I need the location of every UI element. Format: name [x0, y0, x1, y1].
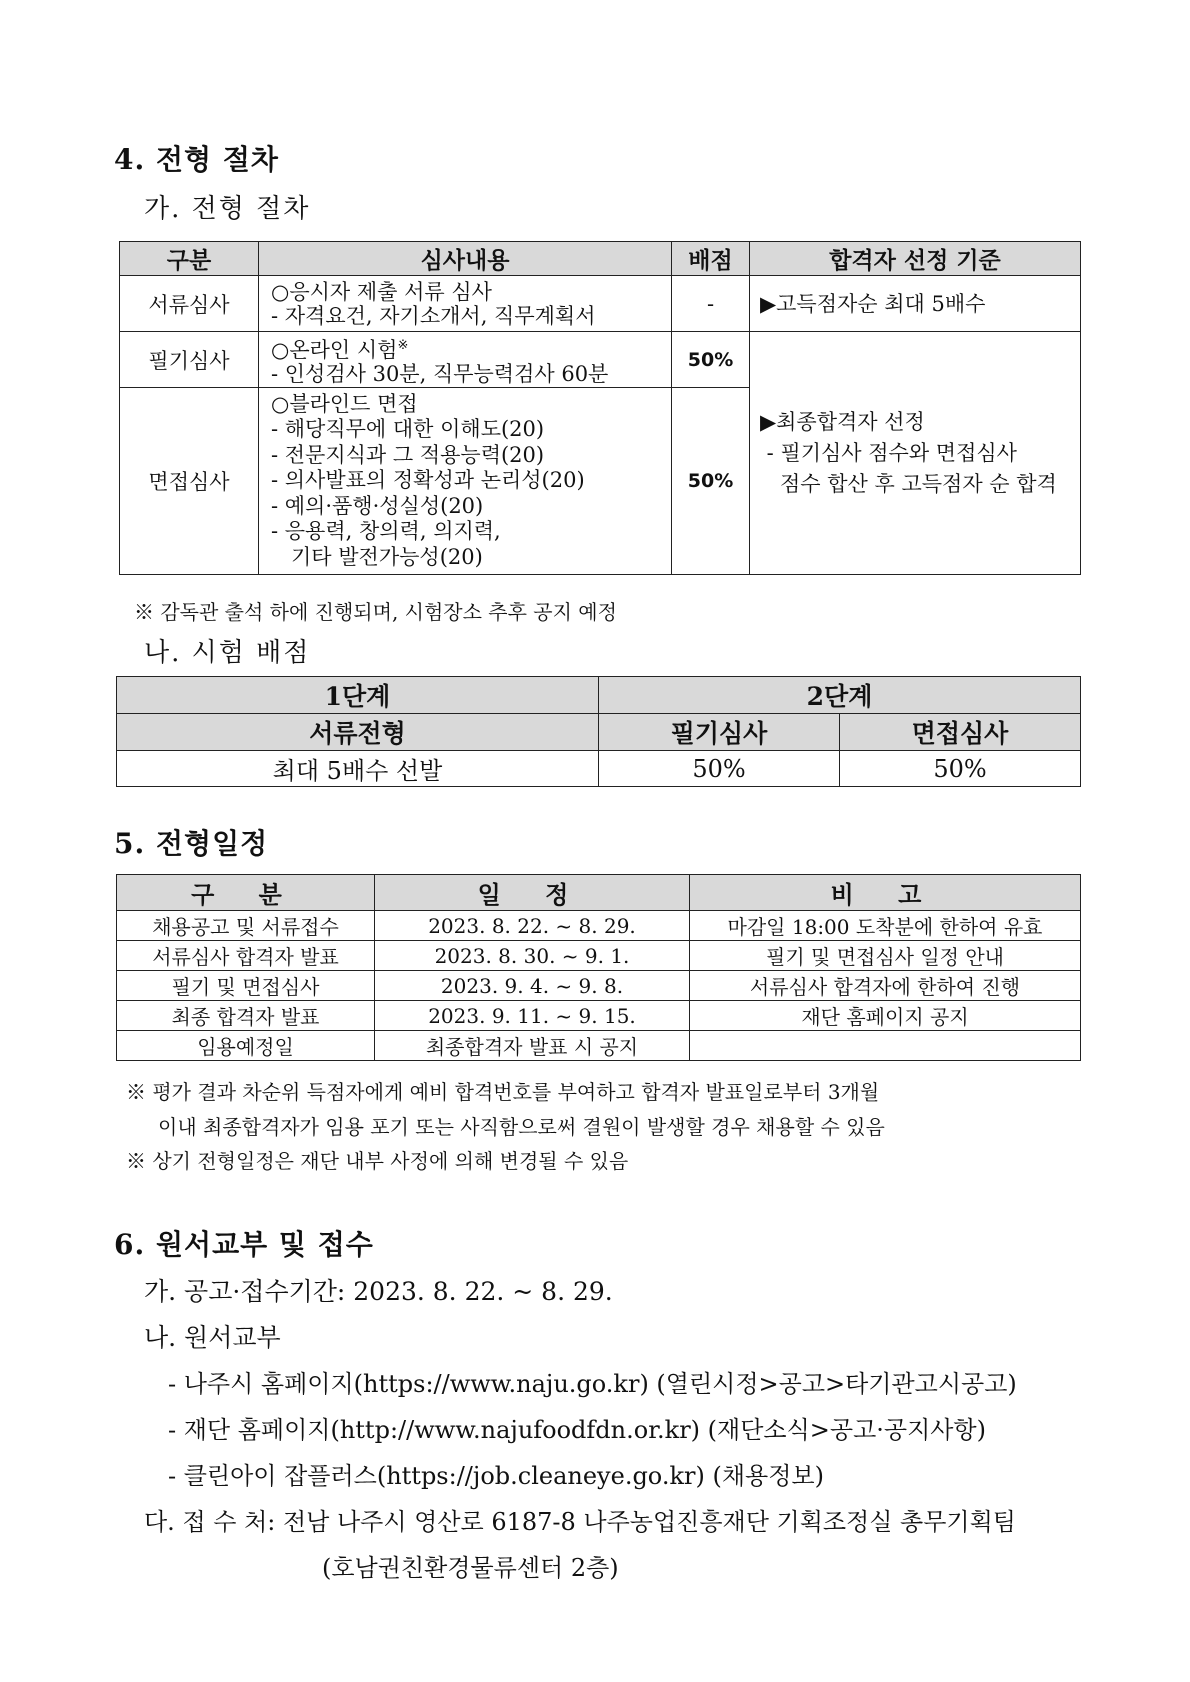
section6-item-a: 가. 공고·접수기간: 2023. 8. 22. ~ 8. 29.: [144, 1277, 613, 1306]
header-remarks: 비 고: [690, 875, 1081, 911]
section6-item-c: 다. 접 수 처: 전남 나주시 영산로 6187-8 나주농업진흥재단 기획조정실 총무기획팀: [144, 1508, 1016, 1536]
header-score: 배점: [672, 242, 750, 276]
doc-header: 서류전형: [117, 714, 599, 751]
stage-cell: 서류심사: [120, 276, 259, 332]
table-header-row: [117, 714, 1081, 751]
table-row: [120, 332, 1081, 388]
stage-cell: 필기심사: [120, 332, 259, 388]
content-cell: ○응시자 제출 서류 심사 - 자격요건, 자기소개서, 직무계획서: [259, 276, 672, 332]
header-criteria: 합격자 선정 기준: [750, 242, 1081, 276]
section5-note1: ※ 평가 결과 차순위 득점자에게 예비 합격번호를 부여하고 합격자 발표일로부터 3개월: [126, 1080, 880, 1104]
table-header-row: [120, 242, 1081, 276]
section5-note1-cont: 이내 최종합격자가 임용 포기 또는 사직함으로써 결원이 발생할 경우 채용할 수 있음: [158, 1115, 885, 1139]
criteria-cell-shared: ▶최종합격자 선정 - 필기심사 점수와 면접심사 점수 합산 후 고득점자 순 합격: [750, 332, 1081, 575]
content-cell: ○온라인 시험※ - 인성검사 30분, 직무능력검사 60분: [259, 332, 672, 388]
stage1-header: 1단계: [117, 677, 599, 714]
written-header: 필기심사: [599, 714, 840, 751]
criteria-cell: ▶고득점자순 최대 5배수: [750, 276, 1081, 332]
table-row: 필기 및 면접심사 2023. 9. 4. ~ 9. 8. 서류심사 합격자에 한하여 진행: [117, 971, 1081, 1001]
section6-item-c-cont: (호남권친환경물류센터 2층): [322, 1554, 619, 1582]
footnote-mark: ※: [397, 337, 409, 353]
section6-title: 6. 원서교부 및 접수: [114, 1228, 374, 1261]
header-stage: 구분: [120, 242, 259, 276]
table-row: [117, 751, 1081, 787]
table-row: 서류심사 합격자 발표 2023. 8. 30. ~ 9. 1. 필기 및 면접심사 일정 안내: [117, 941, 1081, 971]
interview-header: 면접심사: [840, 714, 1081, 751]
header-content: 심사내용: [259, 242, 672, 276]
table-header-row: [117, 677, 1081, 714]
schedule-table: [116, 874, 1081, 1061]
score-allocation-table: [116, 676, 1081, 787]
section6-b2: - 재단 홈페이지(http://www.najufoodfdn.or.kr) (재단소식>공고·공지사항): [168, 1416, 986, 1444]
section6-item-b: 나. 원서교부: [144, 1323, 281, 1352]
written-value: 50%: [599, 751, 840, 787]
doc-value: 최대 5배수 선발: [117, 751, 599, 787]
score-cell: 50%: [672, 332, 750, 388]
table-header-row: [117, 875, 1081, 911]
score-cell: 50%: [672, 388, 750, 575]
score-cell: -: [672, 276, 750, 332]
table-row: [120, 276, 1081, 332]
table-row: 최종 합격자 발표 2023. 9. 11. ~ 9. 15. 재단 홈페이지 공지: [117, 1001, 1081, 1031]
section6-b3: - 클린아이 잡플러스(https://job.cleaneye.go.kr) (채용정보): [168, 1462, 824, 1490]
section5-note2: ※ 상기 전형일정은 재단 내부 사정에 의해 변경될 수 있음: [126, 1149, 629, 1173]
section4-title: 4. 전형 절차: [114, 143, 279, 176]
stage-cell: 면접심사: [120, 388, 259, 575]
content-cell: ○블라인드 면접 - 해당직무에 대한 이해도(20) - 전문지식과 그 적용능력(20) - 의사발표의 정확성과 논리성(20) - 예의·품행·성실성(20) - 응용력, 창의력, 의지력, 기타 발전가능성(20): [259, 388, 672, 575]
section4-sub-a: 가. 전형 절차: [144, 194, 311, 224]
section6-b1: - 나주시 홈페이지(https://www.naju.go.kr) (열린시정>공고>타기관고시공고): [168, 1370, 1017, 1398]
header-schedule: 일 정: [375, 875, 690, 911]
section4-note: ※ 감독관 출석 하에 진행되며, 시험장소 추후 공지 예정: [134, 600, 617, 624]
interview-value: 50%: [840, 751, 1081, 787]
screening-procedure-table: [119, 241, 1081, 575]
section5-title: 5. 전형일정: [114, 827, 269, 860]
table-row: 임용예정일 최종합격자 발표 시 공지: [117, 1031, 1081, 1061]
header-category: 구 분: [117, 875, 375, 911]
table-row: 채용공고 및 서류접수 2023. 8. 22. ~ 8. 29. 마감일 18:00 도착분에 한하여 유효: [117, 911, 1081, 941]
section4-sub-b: 나. 시험 배점: [144, 638, 311, 668]
stage2-header: 2단계: [599, 677, 1081, 714]
